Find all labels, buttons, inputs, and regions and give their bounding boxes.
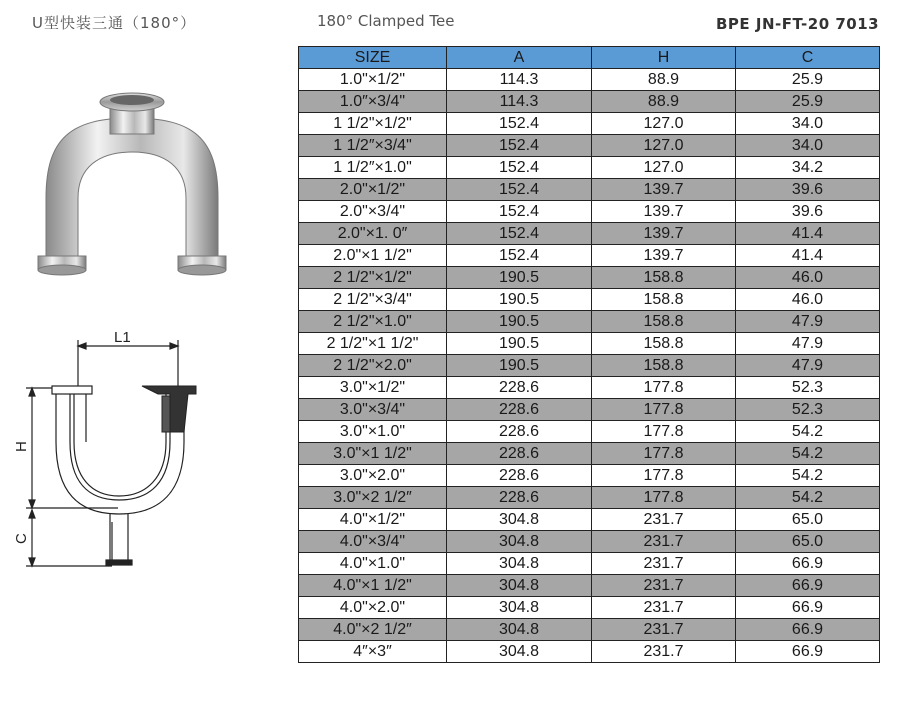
cell-h: 158.8: [592, 355, 736, 377]
cell-h: 139.7: [592, 245, 736, 267]
label-c: C: [13, 533, 30, 544]
table-row: [299, 399, 880, 421]
cell-a: 304.8: [447, 553, 592, 575]
cell-c: 54.2: [736, 465, 880, 487]
cell-a: 228.6: [447, 377, 592, 399]
table-row: [299, 245, 880, 267]
table-row: [299, 311, 880, 333]
cell-size: 2 1/2"×1.0": [299, 311, 447, 333]
cell-h: 177.8: [592, 399, 736, 421]
cell-size: 2 1/2"×3/4": [299, 289, 447, 311]
cell-a: 152.4: [447, 113, 592, 135]
cell-h: 231.7: [592, 509, 736, 531]
table-row: [299, 355, 880, 377]
cell-h: 231.7: [592, 619, 736, 641]
cell-c: 54.2: [736, 421, 880, 443]
table-row: [299, 157, 880, 179]
cell-c: 25.9: [736, 91, 880, 113]
table-row: [299, 69, 880, 91]
cell-h: 158.8: [592, 267, 736, 289]
title-chinese: U型快装三通（180°）: [32, 14, 197, 32]
cell-h: 88.9: [592, 69, 736, 91]
cell-h: 139.7: [592, 179, 736, 201]
cell-c: 66.9: [736, 641, 880, 663]
cell-a: 228.6: [447, 465, 592, 487]
cell-h: 158.8: [592, 333, 736, 355]
cell-h: 177.8: [592, 465, 736, 487]
cell-c: 66.9: [736, 553, 880, 575]
cell-a: 228.6: [447, 443, 592, 465]
cell-c: 66.9: [736, 619, 880, 641]
table-row: [299, 113, 880, 135]
table-row: [299, 135, 880, 157]
cell-h: 231.7: [592, 531, 736, 553]
cell-size: 1 1/2"×1/2": [299, 113, 447, 135]
cell-a: 228.6: [447, 421, 592, 443]
table-row: [299, 553, 880, 575]
cell-c: 54.2: [736, 487, 880, 509]
table-row: [299, 575, 880, 597]
cell-a: 190.5: [447, 267, 592, 289]
cell-c: 52.3: [736, 399, 880, 421]
table-row: [299, 223, 880, 245]
cell-h: 231.7: [592, 641, 736, 663]
cell-size: 2 1/2"×2.0": [299, 355, 447, 377]
cell-a: 304.8: [447, 597, 592, 619]
cell-h: 158.8: [592, 311, 736, 333]
cell-h: 139.7: [592, 223, 736, 245]
header-a: A: [447, 47, 592, 69]
cell-a: 190.5: [447, 311, 592, 333]
table-row: [299, 421, 880, 443]
table-header-row: [299, 47, 880, 69]
product-photo: [36, 88, 236, 288]
cell-h: 158.8: [592, 289, 736, 311]
cell-size: 3.0"×1 1/2": [299, 443, 447, 465]
cell-a: 190.5: [447, 289, 592, 311]
table-row: [299, 333, 880, 355]
cell-c: 39.6: [736, 179, 880, 201]
cell-a: 152.4: [447, 223, 592, 245]
cell-h: 177.8: [592, 443, 736, 465]
cell-h: 177.8: [592, 487, 736, 509]
product-code: BPE JN-FT-20 7013: [716, 15, 880, 33]
cell-h: 231.7: [592, 553, 736, 575]
dimension-drawing: [8, 322, 208, 582]
table-row: [299, 377, 880, 399]
cell-h: 139.7: [592, 201, 736, 223]
header-c: C: [736, 47, 880, 69]
header-h: H: [592, 47, 736, 69]
cell-size: 4.0"×1 1/2": [299, 575, 447, 597]
table-row: [299, 289, 880, 311]
cell-size: 3.0"×2 1/2″: [299, 487, 447, 509]
cell-c: 41.4: [736, 223, 880, 245]
cell-size: 4.0"×1.0": [299, 553, 447, 575]
cell-c: 54.2: [736, 443, 880, 465]
cell-a: 152.4: [447, 157, 592, 179]
cell-size: 4″×3″: [299, 641, 447, 663]
cell-a: 304.8: [447, 575, 592, 597]
cell-c: 34.2: [736, 157, 880, 179]
dimension-table: [298, 46, 880, 663]
table-row: [299, 531, 880, 553]
cell-size: 1.0"×1/2": [299, 69, 447, 91]
cell-size: 1.0″×3/4": [299, 91, 447, 113]
cell-size: 2 1/2"×1/2": [299, 267, 447, 289]
cell-a: 152.4: [447, 179, 592, 201]
cell-h: 231.7: [592, 597, 736, 619]
table-row: [299, 267, 880, 289]
table-row: [299, 465, 880, 487]
cell-c: 66.9: [736, 575, 880, 597]
table-row: [299, 443, 880, 465]
cell-size: 4.0"×1/2": [299, 509, 447, 531]
cell-size: 3.0"×2.0": [299, 465, 447, 487]
table-row: [299, 509, 880, 531]
cell-a: 190.5: [447, 333, 592, 355]
cell-a: 190.5: [447, 355, 592, 377]
label-h: H: [13, 441, 30, 452]
cell-c: 65.0: [736, 531, 880, 553]
cell-size: 4.0"×2 1/2″: [299, 619, 447, 641]
cell-c: 52.3: [736, 377, 880, 399]
cell-c: 41.4: [736, 245, 880, 267]
table-row: [299, 487, 880, 509]
cell-c: 66.9: [736, 597, 880, 619]
cell-size: 2 1/2"×1 1/2": [299, 333, 447, 355]
cell-h: 231.7: [592, 575, 736, 597]
cell-c: 47.9: [736, 311, 880, 333]
cell-a: 304.8: [447, 641, 592, 663]
cell-c: 47.9: [736, 333, 880, 355]
cell-size: 4.0"×3/4": [299, 531, 447, 553]
cell-h: 177.8: [592, 377, 736, 399]
cell-size: 2.0"×1 1/2": [299, 245, 447, 267]
cell-size: 3.0"×3/4": [299, 399, 447, 421]
table-row: [299, 619, 880, 641]
cell-h: 127.0: [592, 157, 736, 179]
cell-a: 228.6: [447, 399, 592, 421]
cell-h: 127.0: [592, 113, 736, 135]
cell-h: 88.9: [592, 91, 736, 113]
cell-c: 46.0: [736, 267, 880, 289]
cell-a: 304.8: [447, 531, 592, 553]
cell-size: 1 1/2″×3/4": [299, 135, 447, 157]
cell-h: 127.0: [592, 135, 736, 157]
cell-a: 228.6: [447, 487, 592, 509]
cell-a: 114.3: [447, 91, 592, 113]
cell-c: 39.6: [736, 201, 880, 223]
table-row: [299, 597, 880, 619]
cell-a: 152.4: [447, 135, 592, 157]
table-row: [299, 91, 880, 113]
cell-size: 4.0"×2.0": [299, 597, 447, 619]
label-l1: L1: [114, 329, 131, 346]
cell-c: 25.9: [736, 69, 880, 91]
title-english: 180° Clamped Tee: [317, 12, 455, 30]
cell-size: 2.0"×1. 0″: [299, 223, 447, 245]
cell-c: 34.0: [736, 113, 880, 135]
cell-size: 2.0"×3/4": [299, 201, 447, 223]
cell-a: 152.4: [447, 245, 592, 267]
cell-a: 114.3: [447, 69, 592, 91]
cell-a: 152.4: [447, 201, 592, 223]
table-row: [299, 641, 880, 663]
cell-size: 2.0"×1/2": [299, 179, 447, 201]
table-row: [299, 201, 880, 223]
cell-a: 304.8: [447, 619, 592, 641]
header-size: SIZE: [299, 47, 447, 69]
cell-size: 3.0"×1.0": [299, 421, 447, 443]
cell-size: 1 1/2″×1.0": [299, 157, 447, 179]
cell-c: 65.0: [736, 509, 880, 531]
cell-c: 46.0: [736, 289, 880, 311]
cell-h: 177.8: [592, 421, 736, 443]
table-row: [299, 179, 880, 201]
cell-c: 34.0: [736, 135, 880, 157]
cell-a: 304.8: [447, 509, 592, 531]
cell-c: 47.9: [736, 355, 880, 377]
cell-size: 3.0"×1/2": [299, 377, 447, 399]
